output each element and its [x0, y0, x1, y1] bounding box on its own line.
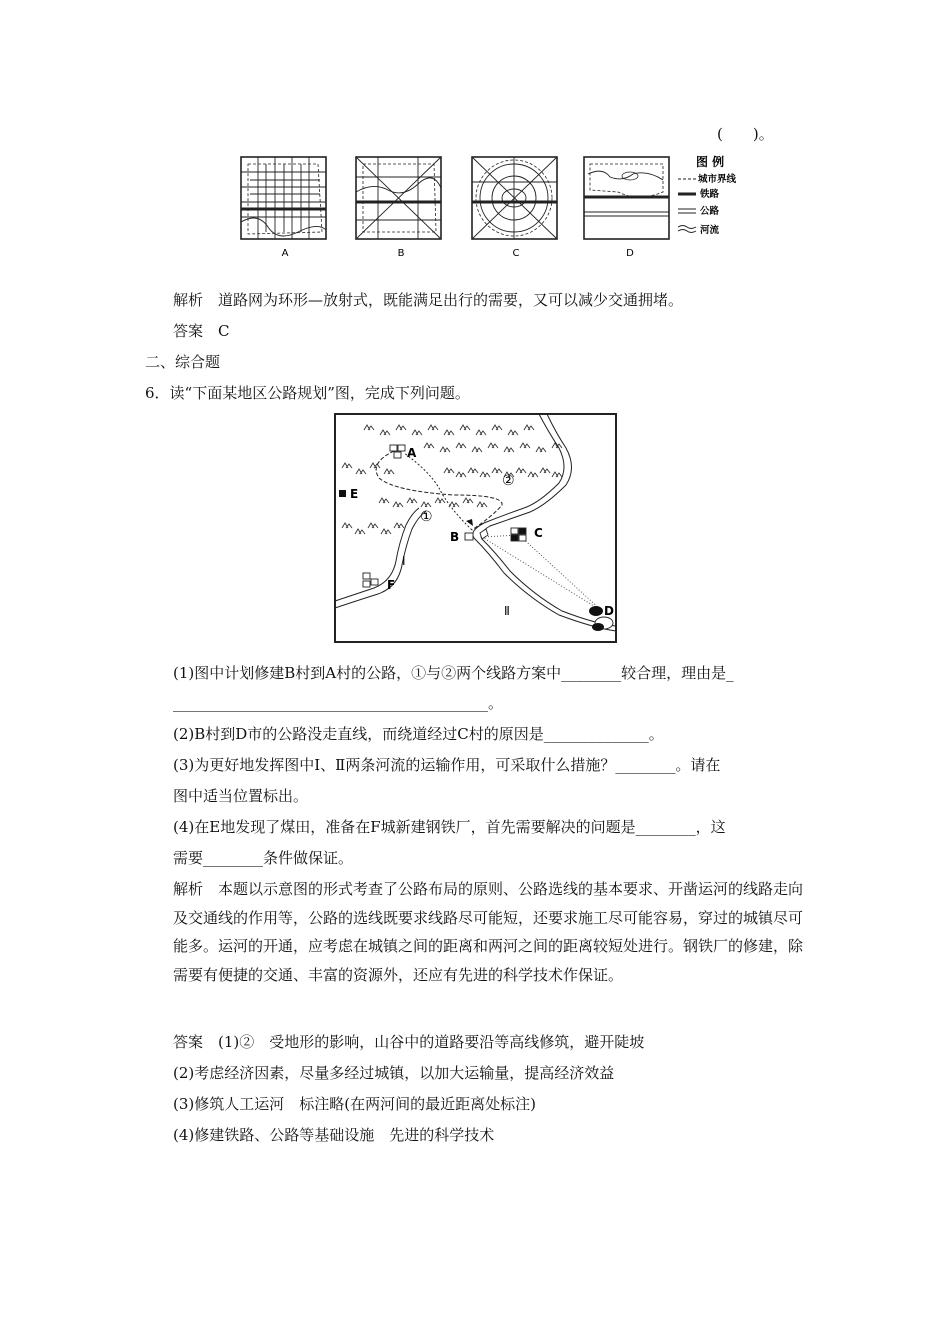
legend-railway: 铁路	[700, 189, 720, 200]
q6-sub3-line1: (3)为更好地发挥图中Ⅰ、Ⅱ两条河流的运输作用，可采取什么措施？________。请在	[173, 756, 721, 774]
diagram-a-label: A	[281, 248, 289, 259]
q6-answer-2: (2)考虑经济因素，尽量多经过城镇，以加大运输量，提高经济效益	[173, 1064, 615, 1082]
legend-city-boundary: 城市界线	[698, 174, 737, 185]
map-label-a: A	[407, 446, 417, 460]
village-b-icon	[465, 533, 473, 540]
q6-title: 6．读“下面某地区公路规划”图，完成下列问题。	[145, 384, 470, 402]
diagram-a	[241, 157, 326, 239]
q5-analysis-label: 解析	[173, 291, 204, 309]
q5-analysis-text: 道路网为环形—放射式，既能满足出行的需要，又可以减少交通拥堵。	[218, 291, 684, 309]
q6-answer-label: 答案	[173, 1033, 204, 1051]
q6-answer-4: (4)修建铁路、公路等基础设施 先进的科学技术	[173, 1126, 495, 1144]
map-label-c: C	[534, 526, 543, 540]
coalfield-e-icon	[339, 490, 346, 497]
map-label-b: B	[450, 530, 460, 544]
q6-sub1-line2: __________________________________________。	[173, 694, 504, 712]
q5-analysis	[173, 290, 683, 310]
q6-answer-3: (3)修筑人工运河 标注略(在两河间的最近距离处标注)	[173, 1095, 536, 1113]
q6-sub1-line1: (1)图中计划修建B村到A村的公路，①与②两个线路方案中________较合理，理由是_	[173, 664, 734, 682]
legend-river: 河流	[700, 225, 720, 236]
section-heading: 二、综合题	[145, 353, 221, 371]
q5-answer	[173, 321, 230, 341]
q6-answer-1: (1)② 受地形的影响，山谷中的道路要沿等高线修筑，避开陡坡	[218, 1033, 645, 1051]
diagram-d-label: D	[626, 248, 634, 259]
diagram-c	[472, 157, 557, 239]
q6-sub2: (2)B村到D市的公路没走直线，而绕道经过C村的原因是______________。	[173, 725, 664, 743]
map-label-river-two: Ⅱ	[504, 604, 510, 618]
q5-answer-label: 答案	[173, 322, 204, 340]
map-label-river-one: Ⅰ	[402, 554, 406, 568]
highway-planning-map	[334, 413, 617, 643]
map-label-route-one: ①	[420, 509, 433, 525]
q6-sub4-line1: (4)在E地发现了煤田，准备在F城新建钢铁厂，首先需要解决的问题是________，这	[173, 818, 726, 836]
q6-analysis	[173, 875, 808, 989]
map-label-d: D	[604, 604, 614, 618]
q5-answer-text: C	[218, 322, 230, 340]
diagram-b-label: B	[397, 248, 405, 259]
road-network-figure	[238, 152, 778, 262]
q6-sub4-line2: 需要________条件做保证。	[173, 849, 354, 867]
map-label-route-two: ②	[502, 473, 515, 489]
answer-bracket: ( )。	[717, 125, 774, 143]
q6-answer-line1	[173, 1032, 644, 1052]
q6-analysis-label: 解析	[173, 880, 204, 898]
legend-title: 图 例	[696, 155, 725, 169]
map-label-f: F	[387, 578, 396, 592]
diagram-b	[356, 157, 441, 239]
legend-highway: 公路	[700, 206, 720, 217]
diagram-c-label: C	[512, 248, 520, 259]
q6-analysis-text: 本题以示意图的形式考查了公路布局的原则、公路选线的基本要求、开凿运河的线路走向及交通线的作用等，公路的选线既要求线路尽可能短，还要求施工尽可能容易，穿过的城镇尽可能多。运河的开通，应考虑在城镇之间的距离和两河之间的距离较短处进行。钢铁厂的修建，除需要有便捷的交通、丰富的资源外，还应有先进的科学技术作保证。	[173, 880, 804, 984]
q6-sub3-line2: 图中适当位置标出。	[173, 787, 309, 805]
diagram-d	[584, 157, 669, 239]
map-label-e: E	[350, 487, 359, 501]
legend	[678, 154, 737, 236]
